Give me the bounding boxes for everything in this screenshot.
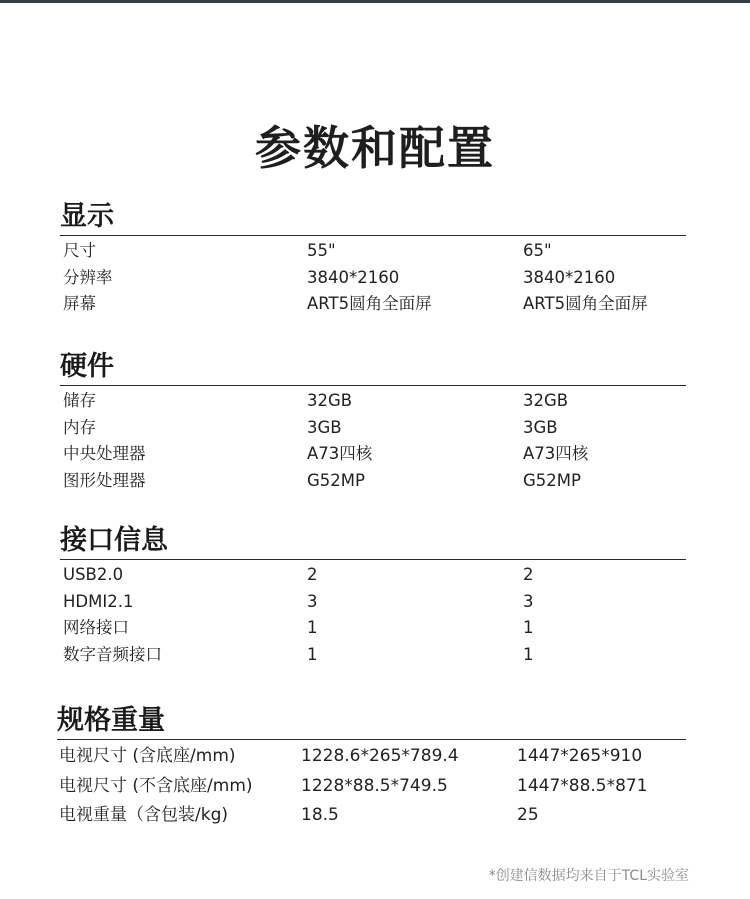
row-label: 网络接口 <box>63 618 129 637</box>
row-label: 电视重量（含包装/kg) <box>59 805 228 825</box>
top-divider <box>0 0 750 3</box>
row-label: 数字音频接口 <box>63 644 162 664</box>
spec-row-screen <box>60 291 686 318</box>
section-divider <box>60 559 686 560</box>
row-label: 电视尺寸 (不含底座/mm) <box>59 775 253 796</box>
section-divider <box>60 235 686 236</box>
value-55: 1 <box>307 644 318 664</box>
value-65: 3 <box>523 591 534 611</box>
spec-row-ethernet <box>60 615 686 642</box>
row-label: 电视尺寸 (含底座/mm) <box>59 746 236 766</box>
section-specs-weight <box>57 703 686 831</box>
spec-row-gpu <box>60 468 686 495</box>
section-title: 规格重量 <box>57 705 165 736</box>
value-55: 3 <box>307 591 318 611</box>
value-55: 32GB <box>307 391 353 410</box>
section-divider <box>57 739 686 740</box>
row-label: USB2.0 <box>63 565 124 584</box>
value-55: 3840*2160 <box>307 267 400 287</box>
section-title: 接口信息 <box>60 525 168 556</box>
value-55: G52MP <box>307 470 365 490</box>
value-65: 1447*265*910 <box>517 746 643 766</box>
value-65: 1447*88.5*871 <box>517 775 648 796</box>
value-55: 1 <box>307 618 318 637</box>
spec-row-size-without-stand <box>57 772 686 802</box>
row-label: 屏幕 <box>63 294 96 313</box>
row-label: 分辨率 <box>63 267 113 287</box>
value-65: 1 <box>523 644 534 664</box>
section-title: 显示 <box>60 201 114 232</box>
value-55: 18.5 <box>301 805 339 825</box>
section-hardware <box>60 349 686 494</box>
value-55: ART5圆角全面屏 <box>307 294 432 313</box>
spec-row-size-with-stand <box>57 742 686 772</box>
spec-row-digital-audio <box>60 642 686 669</box>
footnote: *创建信数据均来自于TCL实验室 <box>488 868 689 884</box>
value-65: ART5圆角全面屏 <box>523 294 648 313</box>
value-65: A73四核 <box>523 444 589 463</box>
section-display <box>60 199 686 318</box>
spec-row-storage <box>60 388 686 415</box>
value-65: 25 <box>517 805 539 825</box>
spec-row-usb <box>60 562 686 589</box>
value-65: 3840*2160 <box>523 267 616 287</box>
value-55: 55" <box>307 241 336 260</box>
value-65: 65" <box>523 241 552 260</box>
spec-row-memory <box>60 415 686 442</box>
value-55: 2 <box>307 565 318 584</box>
row-label: 尺寸 <box>63 241 96 260</box>
row-label: 图形处理器 <box>63 470 146 490</box>
value-55: 3GB <box>307 417 342 437</box>
row-label: 储存 <box>63 391 96 410</box>
value-65: 32GB <box>523 391 569 410</box>
row-label: HDMI2.1 <box>63 591 134 611</box>
section-interfaces <box>60 523 686 668</box>
value-55: 1228.6*265*789.4 <box>301 746 459 766</box>
spec-row-size <box>60 238 686 265</box>
value-65: 2 <box>523 565 534 584</box>
value-55: 1228*88.5*749.5 <box>301 775 448 796</box>
section-title: 硬件 <box>60 351 114 382</box>
row-label: 内存 <box>63 417 96 437</box>
section-divider <box>60 385 686 386</box>
row-label: 中央处理器 <box>63 444 146 463</box>
spec-row-hdmi <box>60 589 686 616</box>
spec-row-resolution <box>60 265 686 292</box>
value-65: G52MP <box>523 470 581 490</box>
spec-row-weight <box>57 801 686 831</box>
value-65: 1 <box>523 618 534 637</box>
value-65: 3GB <box>523 417 558 437</box>
spec-row-cpu <box>60 441 686 468</box>
value-55: A73四核 <box>307 444 373 463</box>
page-title: 参数和配置 <box>255 121 495 175</box>
